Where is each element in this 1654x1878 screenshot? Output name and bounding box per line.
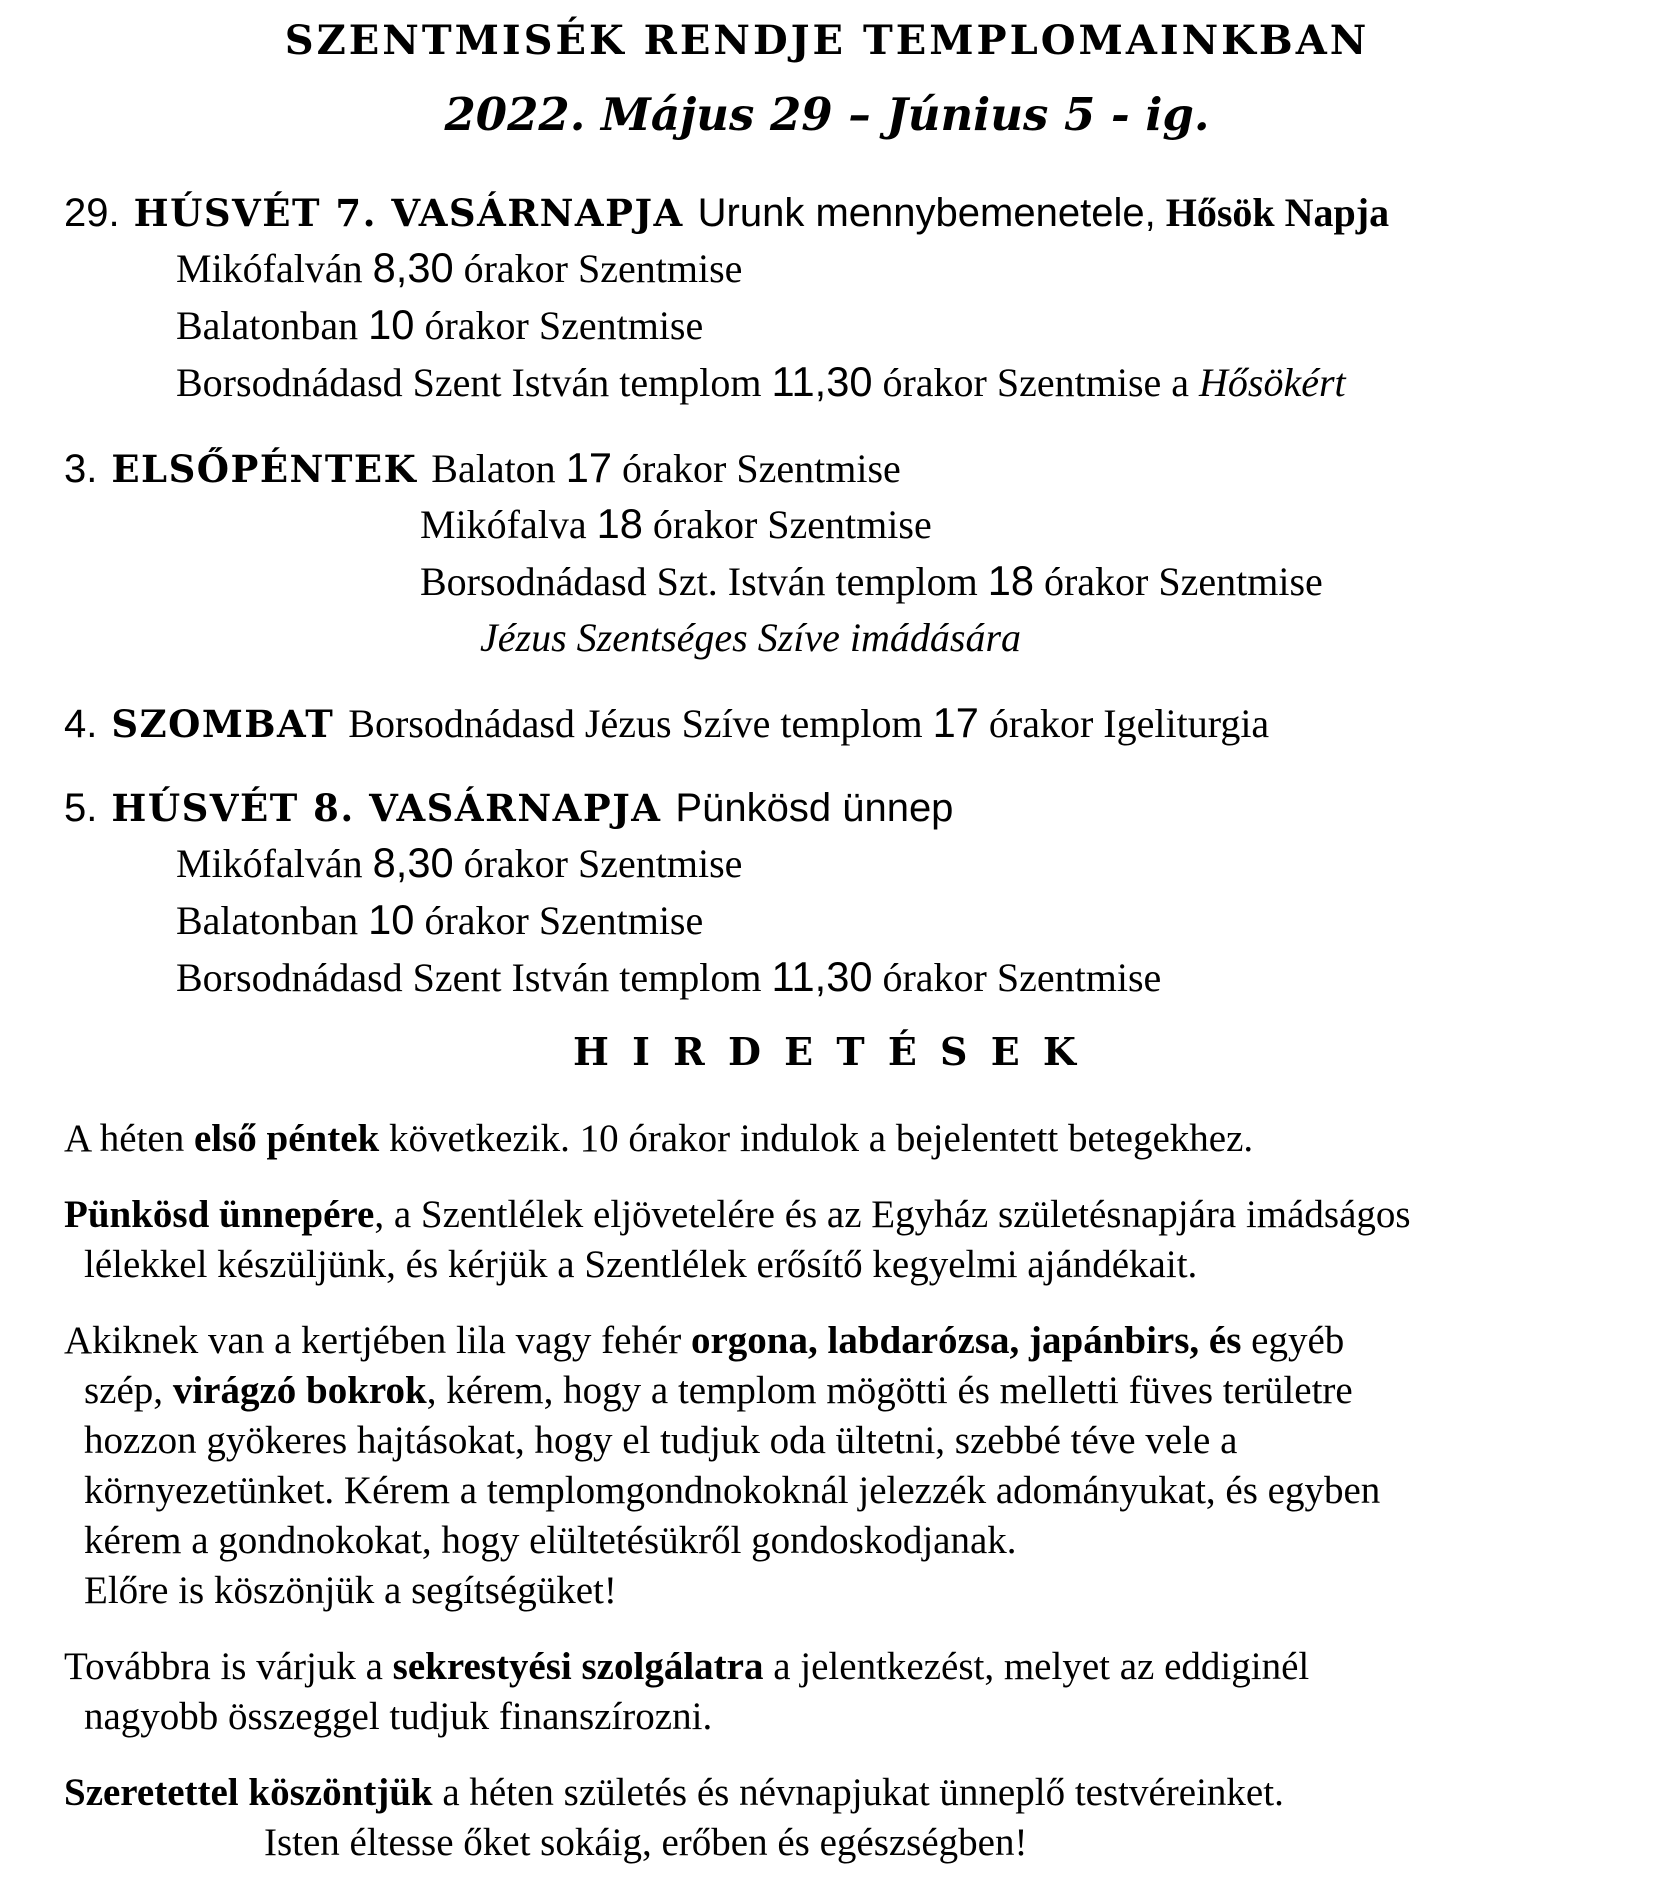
text-segment: Előre is köszönjük a segítségüket!: [84, 1569, 617, 1612]
section-feast-text: Urunk mennybemenetele,: [697, 191, 1156, 235]
announcement-line: [84, 1692, 1590, 1742]
section-day-heading: SZOMBAT: [111, 702, 335, 746]
announcement-line: [84, 1566, 1590, 1616]
mass-time: 11,30: [771, 953, 873, 1000]
text-segment-bold: sekrestyési szolgálatra: [392, 1645, 764, 1688]
announcement-line: [64, 1642, 1590, 1692]
announcement-line: [84, 1240, 1590, 1290]
announcement-line: [64, 1190, 1590, 1240]
text-segment-bold: orgona, labdarózsa, japánbirs, és: [691, 1319, 1242, 1362]
page-subtitle: 2022. Május 29 – Június 5 - ig.: [444, 88, 1210, 141]
schedule-section-4: [64, 696, 1590, 751]
text-segment: hozzon gyökeres hajtásokat, hogy el tudjuk oda ültetni, szebbé téve vele a: [84, 1419, 1238, 1462]
schedule-section-29: [64, 186, 1590, 240]
schedule-line: [420, 553, 1590, 610]
announcement-line: [64, 1768, 1590, 1818]
schedule-line: [176, 835, 1590, 892]
announcements-title: H I R D E T É S E K: [573, 1029, 1081, 1074]
mass-time: 10: [368, 896, 415, 943]
mass-time: 18: [987, 557, 1034, 604]
mass-place: Mikófalván: [176, 246, 373, 291]
page-title: SZENTMISÉK RENDJE TEMPLOMAINKBAN: [284, 17, 1370, 64]
text-segment: Akiknek van a kertjében lila vagy fehér: [64, 1319, 691, 1362]
mass-text: órakor Szentmise: [414, 898, 704, 943]
text-segment: szép,: [84, 1369, 173, 1412]
mass-intention: Hősökért: [1199, 360, 1346, 405]
mass-time: 8,30: [372, 244, 454, 291]
mass-place: Mikófalva: [420, 502, 597, 547]
mass-place: Mikófalván: [176, 841, 373, 886]
text-segment: Isten éltesse őket sokáig, erőben és egészségben!: [264, 1821, 1028, 1864]
mass-text: órakor Szentmise: [453, 246, 743, 291]
announcement-paragraph: [64, 1190, 1590, 1290]
mass-time: 10: [368, 301, 415, 348]
announcement-line: [84, 1366, 1590, 1416]
mass-text: órakor Szentmise: [414, 303, 704, 348]
schedule-line: [176, 354, 1590, 411]
announcement-line: [64, 1114, 1590, 1164]
mass-place: Borsodnádasd Jézus Szíve templom: [348, 701, 933, 746]
section-day-heading: HÚSVÉT 7. VASÁRNAPJA: [133, 191, 684, 235]
text-segment-bold: Szeretettel köszöntjük: [64, 1771, 433, 1814]
announcement-line: [84, 1416, 1590, 1466]
mass-time: 11,30: [771, 358, 873, 405]
mass-place: Balatonban: [176, 303, 369, 348]
text-segment: nagyobb összeggel tudjuk finanszírozni.: [84, 1695, 713, 1738]
schedule-line: [176, 949, 1590, 1006]
announcement-paragraph: [64, 1768, 1590, 1868]
text-segment-bold: Pünkösd ünnepére: [64, 1193, 375, 1236]
text-segment: , kérem, hogy a templom mögötti és melletti füves területre: [426, 1369, 1353, 1412]
schedule-line: [176, 892, 1590, 949]
announcement-paragraph: [64, 1316, 1590, 1616]
mass-place: Borsodnádasd Szt. István templom: [420, 559, 988, 604]
mass-text: órakor Szentmise: [872, 955, 1162, 1000]
announcement-line: [84, 1466, 1590, 1516]
announcement-line: [84, 1516, 1590, 1566]
section-feast-text: Pünkösd ünnep: [675, 786, 954, 830]
text-segment: , a Szentlélek eljövetelére és az Egyház születésnapjára imádságos: [374, 1193, 1411, 1236]
section-number: 5.: [64, 786, 98, 830]
mass-text: órakor Szentmise a: [872, 360, 1200, 405]
text-segment: A héten: [64, 1117, 194, 1160]
schedule-section-5: [64, 781, 1590, 835]
mass-text: órakor Szentmise: [611, 446, 901, 491]
mass-time: 8,30: [372, 839, 454, 886]
text-segment: Továbbra is várjuk a: [64, 1645, 393, 1688]
section-feast-bold: Hősök Napja: [1155, 190, 1390, 235]
text-segment-bold: virágzó bokrok: [172, 1369, 427, 1412]
section-day-heading: HÚSVÉT 8. VASÁRNAPJA: [111, 786, 662, 830]
mass-place: Balaton: [431, 446, 566, 491]
text-segment: következik. 10 órakor indulok a bejelentett betegekhez.: [379, 1117, 1254, 1160]
schedule-section-3: [64, 441, 1590, 496]
schedule-line: [420, 496, 1590, 553]
text-segment-bold: első péntek: [193, 1117, 380, 1160]
schedule-line: [176, 297, 1590, 354]
mass-time: 18: [596, 500, 643, 547]
schedule-line: [176, 240, 1590, 297]
mass-time: 17: [932, 699, 979, 746]
mass-place: Balatonban: [176, 898, 369, 943]
announcement-paragraph: [64, 1114, 1590, 1164]
mass-intention: Jézus Szentséges Szíve imádására: [480, 615, 1022, 660]
section-number: 3.: [64, 447, 98, 491]
text-segment: egyéb: [1241, 1319, 1345, 1362]
mass-place: Borsodnádasd Szent István templom: [176, 955, 772, 1000]
announcement-paragraph: [64, 1642, 1590, 1742]
mass-text: órakor Szentmise: [453, 841, 743, 886]
text-segment: a héten születés és névnapjukat ünneplő testvéreinket.: [432, 1771, 1284, 1814]
section-day-heading: ELSŐPÉNTEK: [111, 447, 418, 491]
section-number: 29.: [64, 191, 120, 235]
announcement-line: [64, 1316, 1590, 1366]
mass-text: órakor Szentmise: [1033, 559, 1323, 604]
text-segment: kérem a gondnokokat, hogy elültetésükről gondoskodjanak.: [84, 1519, 1017, 1562]
mass-place: Borsodnádasd Szent István templom: [176, 360, 772, 405]
mass-text: órakor Szentmise: [642, 502, 932, 547]
section-number: 4.: [64, 702, 98, 746]
mass-time: 17: [565, 444, 612, 491]
mass-text: órakor Igeliturgia: [978, 701, 1270, 746]
announcement-line: [264, 1818, 1590, 1868]
schedule-line: [480, 610, 1590, 666]
text-segment: lélekkel készüljünk, és kérjük a Szentlélek erősítő kegyelmi ajándékait.: [84, 1243, 1198, 1286]
text-segment: a jelentkezést, melyet az eddiginél: [763, 1645, 1310, 1688]
text-segment: környezetünket. Kérem a templomgondnokoknál jelezzék adományukat, és egyben: [84, 1469, 1381, 1512]
